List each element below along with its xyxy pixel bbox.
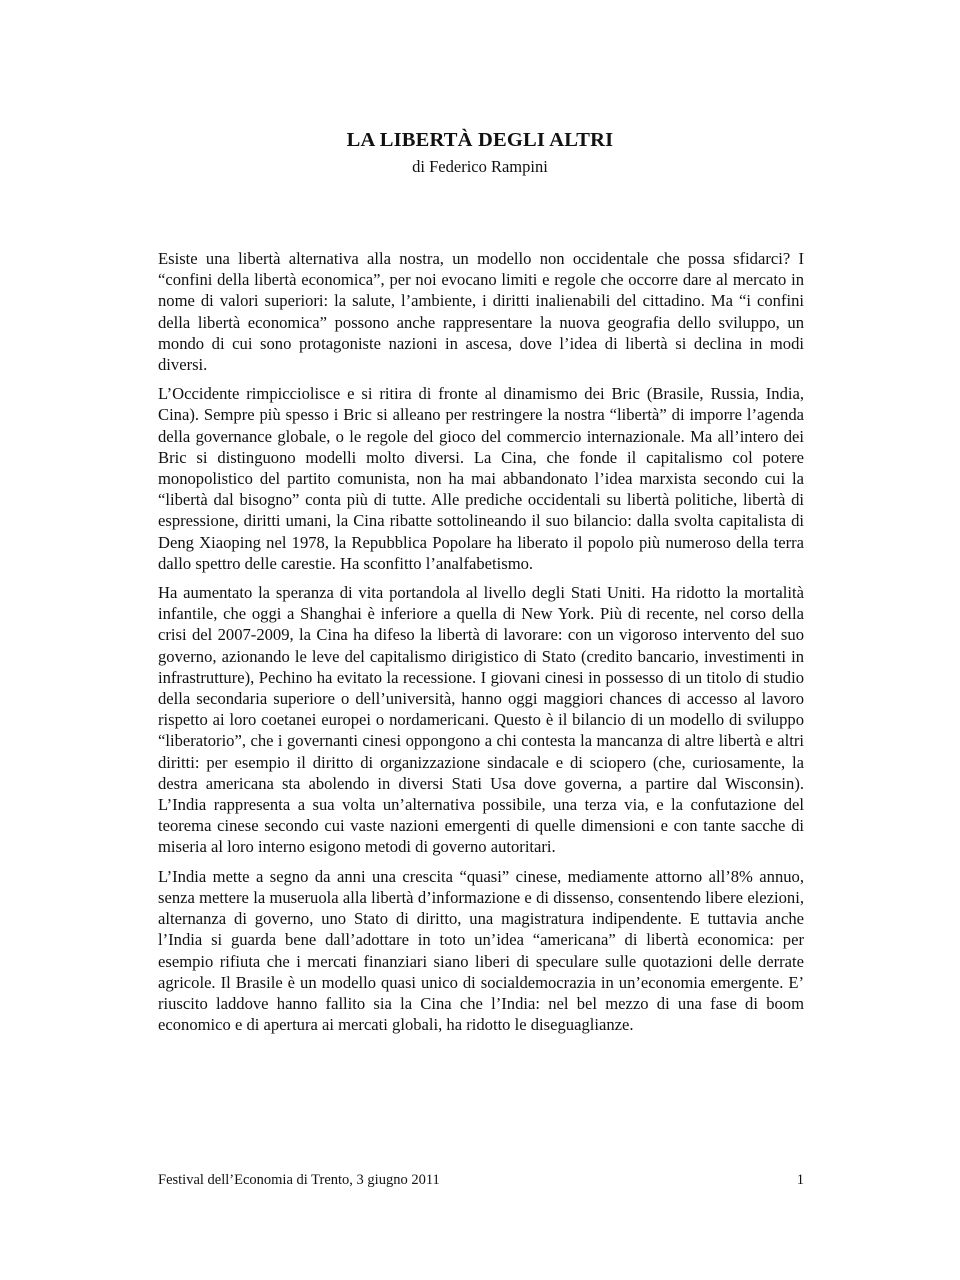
paragraph-4: L’India mette a segno da anni una crescita “quasi” cinese, mediamente attorno all’8% annuo, senza mettere la museruola alla libertà d’informazione e di dissenso, consentendo libere elezioni, alternanza di governo, uno Stato di diritto, una magistratura indipendente. E tuttavia anche l’India si guarda bene dall’adottare in toto un’idea “americana” di libertà economica: per esempio rifiuta che i mercati finanziari siano liberi di speculare sulle quotazioni delle derrate agricole. Il Brasile è un modello quasi unico di socialdemocrazia in un’economia emergente. E’ riuscito laddove hanno fallito sia la Cina che l’India: nel bel mezzo di una fase di boom economico e di apertura ai mercati globali, ha ridotto le diseguaglianze. [158, 866, 804, 1035]
page-number: 1 [796, 1172, 804, 1188]
document-body [158, 248, 804, 1043]
document-title: LA LIBERTÀ DEGLI ALTRI [346, 129, 614, 151]
paragraph-2: L’Occidente rimpicciolisce e si ritira di fronte al dinamismo dei Bric (Brasile, Russia, India, Cina). Sempre più spesso i Bric si alleano per restringere la nostra “libertà” di imporre l’agenda della governance globale, o le regole del gioco del commercio internazionale. Ma all’intero dei Bric si distinguono modelli molto diversi. La Cina, che fonde il capitalismo col potere monopolistico del partito comunista, non ha mai abbandonato l’idea marxista secondo cui la “libertà dal bisogno” conta più di tutte. Alle prediche occidentali su libertà politiche, libertà di espressione, diritti umani, la Cina ribatte sottolineando il suo bilancio: dalla svolta capitalista di Deng Xiaoping nel 1978, la Repubblica Popolare ha liberato il popolo più numeroso della terra dallo spettro delle carestie. Ha sconfitto l’analfabetismo. [158, 384, 804, 573]
paragraph-1: Esiste una libertà alternativa alla nostra, un modello non occidentale che possa sfidarci? I “confini della libertà economica”, per noi evocano limiti e regole che occorre dare al mercato in nome di valori superiori: la salute, l’ambiente, i diritti inalienabili del cittadino. Ma “i confini della libertà economica” possono anche rappresentare la nuova geografia dello sviluppo, un mondo di cui sono protagoniste nazioni in ascesa, dove l’idea di libertà si declina in modi diversi. [158, 249, 804, 375]
footer-event: Festival dell’Economia di Trento, 3 giugno 2011 [158, 1172, 440, 1188]
document-author: di Federico Rampini [412, 157, 548, 176]
paragraph-3: Ha aumentato la speranza di vita portandola al livello degli Stati Uniti. Ha ridotto la mortalità infantile, che oggi a Shanghai è inferiore a quella di New York. Più di recente, nel corso della crisi del 2007-2009, la Cina ha difeso la libertà di lavorare: con un vigoroso intervento del suo governo, azionando le leve del capitalismo dirigistico di Stato (credito bancario, investimenti in infrastrutture), Pechino ha evitato la recessione. I giovani cinesi in possesso di un titolo di studio della secondaria superiore o dell’università, hanno oggi maggiori chances di accesso al lavoro rispetto ai loro coetanei europei o nordamericani. Questo è il bilancio di un modello di sviluppo “liberatorio”, che i governanti cinesi oppongono a chi contesta la mancanza di altre libertà e altri diritti: per esempio il diritto di organizzazione sindacale e di sciopero (che, curiosamente, la destra americana sta abolendo in diversi Stati Usa dove governa, a partire dal Wisconsin). L’India rappresenta a sua volta un’alternativa possibile, una terza via, e la confutazione del teorema cinese secondo cui vaste nazioni emergenti di quelle dimensioni e con tante sacche di miseria al loro interno esigono metodi di governo autoritari. [158, 583, 804, 857]
